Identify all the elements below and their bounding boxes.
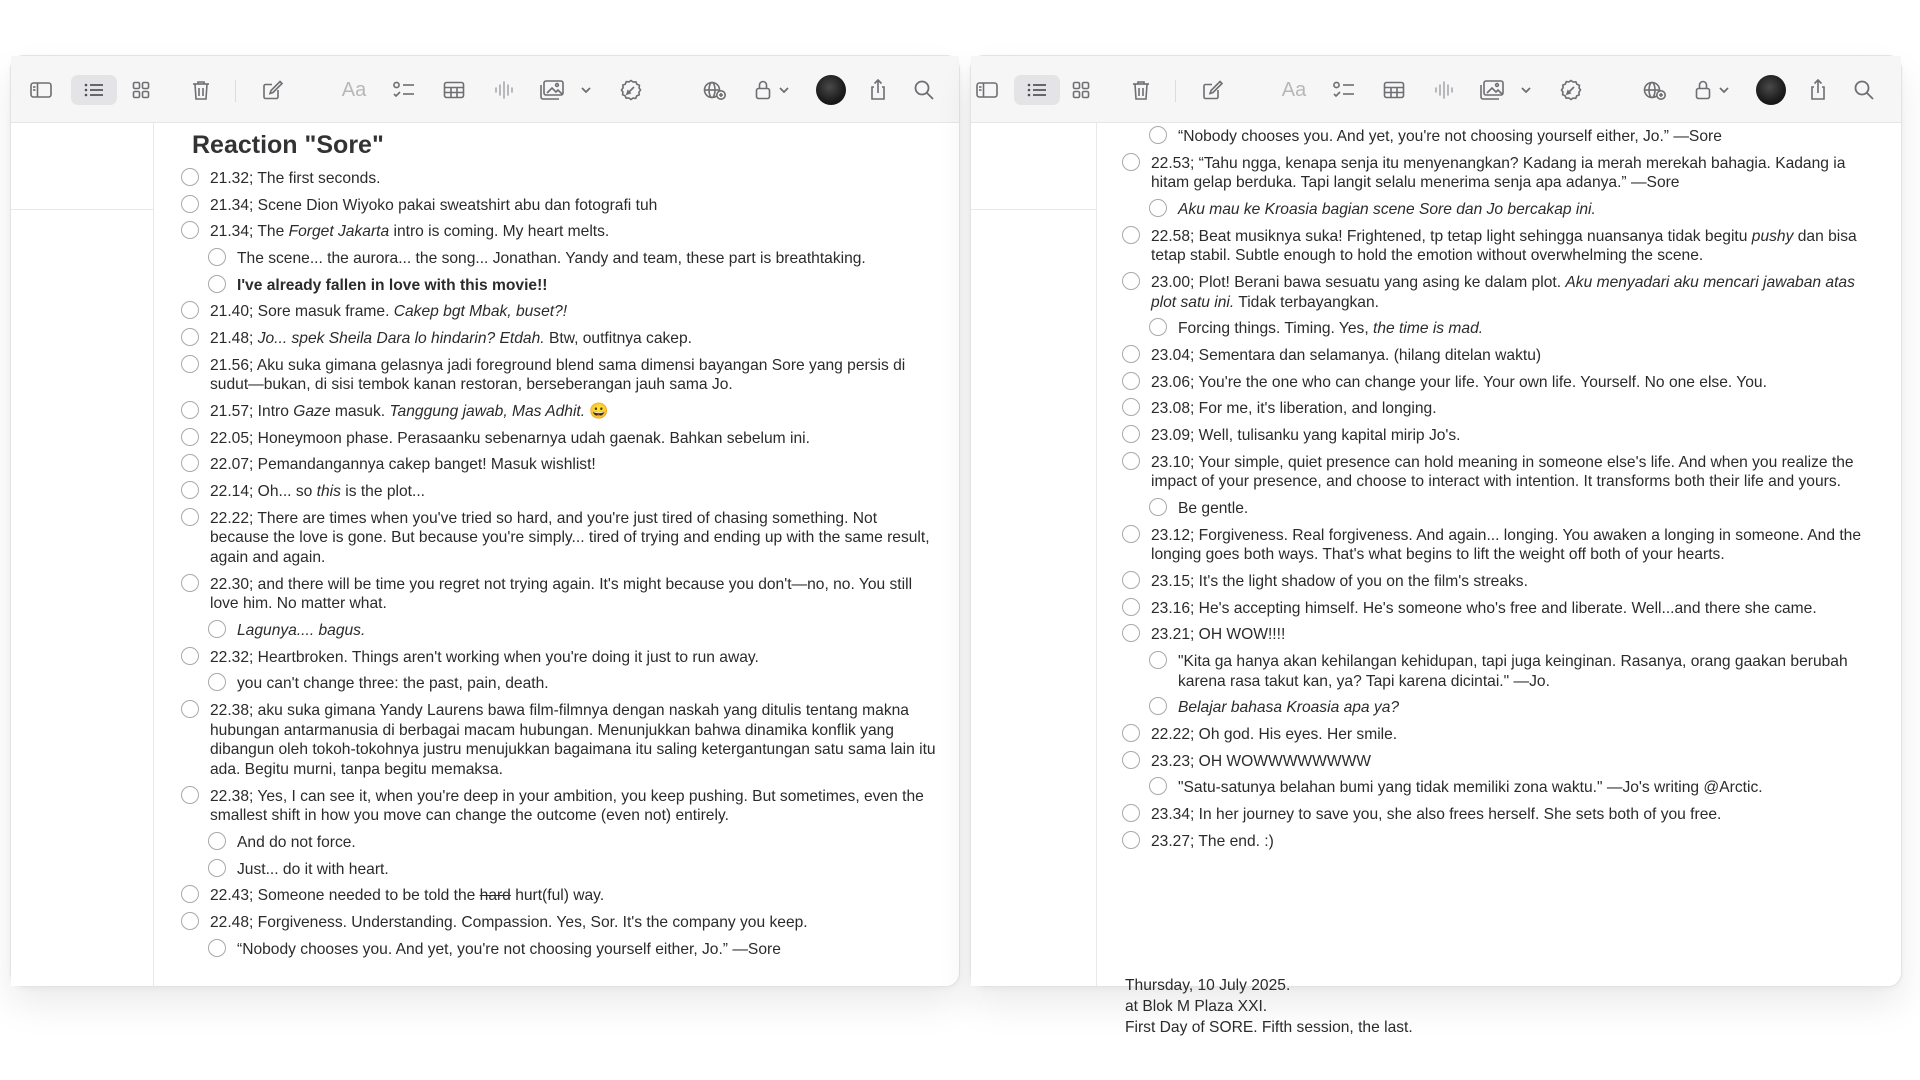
item-text: 22.32; Heartbroken. Things aren't working when you're doing it just to run away. [210,648,759,666]
item-text: "Satu-satunya belahan bumi yang tidak memiliki zona waktu." —Jo's writing @Arctic. [1178,779,1763,797]
checkbox[interactable] [208,673,226,691]
checklist-item [154,329,959,349]
checklist-subitem [1097,319,1901,339]
note-footer [1125,975,1413,1038]
item-text: 23.10; Your simple, quiet presence can hold meaning in someone else's life. And when you realize the impact of your presence, and choose to interact with intention. It transforms both their life and yours. [1151,453,1854,491]
checklist-subitem [154,249,959,269]
checklist-item [154,222,959,242]
item-text: And do not force. [237,833,356,851]
item-text: Aku mau ke Kroasia bagian scene Sore dan Jo bercakap ini. [1178,200,1596,218]
item-text: 23.04; Sementara dan selamanya. (hilang ditelan waktu) [1151,346,1542,364]
item-text: 22.53; “Tahu ngga, kenapa senja itu menyenangkan? Kadang ia merah merekah bahagia. Kadang ia hitam gelap berduka. Tapi langit selalu menerima senja apa adanya.” —Sore [1151,154,1846,192]
avatar[interactable] [1756,75,1786,105]
checkbox[interactable] [181,912,199,930]
checklist-item [1097,346,1901,366]
chevron-down-icon[interactable] [579,75,593,105]
delete-icon[interactable] [185,75,217,105]
checkbox[interactable] [1149,651,1167,669]
checklist-icon[interactable] [388,75,420,105]
format-text-icon[interactable]: Aa [1281,78,1307,101]
note-title: Reaction "Sore" [192,131,384,159]
markup-icon[interactable] [615,75,647,105]
lock-icon[interactable] [1687,75,1719,105]
checkbox[interactable] [1149,498,1167,516]
checklist-subitem [1097,698,1901,718]
checkbox[interactable] [1122,372,1140,390]
checklist-item [154,648,959,668]
checkbox[interactable] [1122,272,1140,290]
item-text: Cakep bgt Mbak, buset?! [393,303,568,321]
checklist-item [1097,725,1901,745]
checkbox[interactable] [208,939,226,957]
compose-icon[interactable] [257,75,289,105]
item-text: you can't change three: the past, pain, death. [237,675,549,693]
item-text: 23.23; OH WOWWWWWWWW [1151,752,1372,770]
toolbar-separator [1175,80,1176,102]
item-text: 23.21; OH WOW!!!! [1151,626,1286,644]
checklist-subitem [154,833,959,853]
item-text: 21.57; Intro [210,403,294,421]
item-text: 22.05; Honeymoon phase. Perasaanku sebenarnya udah gaenak. Bahkan sebelum ini. [210,429,810,447]
checklist-icon[interactable] [1328,75,1360,105]
toolbar [971,56,1901,123]
item-text: 22.14; Oh... so [210,483,317,501]
note-editor[interactable] [1097,123,1901,1036]
checkbox[interactable] [181,700,199,718]
checklist-item [154,429,959,449]
compose-icon[interactable] [1197,75,1229,105]
chevron-down-icon[interactable] [1519,75,1533,105]
item-text: 22.22; There are times when you've tried so hard, and you're just tired of chasing something. Not because the love is gone. But because you're simply... tired of trying and ending up with the same result, again and again. [210,509,930,567]
note-list-strip [11,123,154,986]
checklist-item [154,886,959,906]
collaborate-icon[interactable] [1639,75,1671,105]
checkbox[interactable] [181,301,199,319]
item-text: Jo... spek Sheila Dara lo hindarin? Etdah. [257,330,545,348]
notes-window-left [10,55,960,987]
item-text: hurt(ful) way. [510,887,605,905]
avatar[interactable] [816,75,846,105]
item-text: 23.12; Forgiveness. Real forgiveness. And again... longing. You awaken a longing in someone. And the longing goes both ways. That's what begins to lift the weight off both of your hearts. [1151,526,1862,564]
checklist-item [154,455,959,475]
checklist-subitem [1097,499,1901,519]
markup-icon[interactable] [1555,75,1587,105]
note-list-strip [971,123,1097,986]
checklist-item [1097,227,1901,266]
checklist-item [154,356,959,395]
item-text: 22.58; Beat musiknya suka! Frightened, tp tetap light sehingga nuansanya tidak begitu [1151,227,1752,245]
item-text: 23.06; You're the one who can change your life. Your own life. Yourself. No one else. You. [1151,373,1767,391]
checkbox[interactable] [181,355,199,373]
checklist-item [1097,373,1901,393]
item-text: is the plot... [340,483,425,501]
item-text: dan bisa tetap stabil. Subtle enough to hold the emotion without overwhelming the scene. [1151,227,1857,265]
table-icon[interactable] [438,75,470,105]
checkbox[interactable] [181,428,199,446]
item-text: 22.38; aku suka gimana Yandy Laurens bawa film-filmnya dengan naskah yang ditulis tentang makna hubungan antarmanusia di berbagai macam hubungan. Menunjukkan bahwa dinamika konflik yang dibangun oleh tokoh-tokohnya justru menujukkan bagaimana itu saling ketergantungan satu sama lain itu ada. Begitu murni, tanpa begitu memaksa. [210,702,936,778]
checkbox[interactable] [208,832,226,850]
checklist-item [154,302,959,322]
checkbox[interactable] [181,508,199,526]
item-text: Gaze [293,403,331,421]
item-text: Lagunya.... bagus. [237,622,366,639]
checklist-item [1097,154,1901,193]
checklist-item [1097,426,1901,446]
checklist-item [154,787,959,826]
checklist-subitem [1097,200,1901,220]
media-icon[interactable] [536,75,568,105]
media-icon[interactable] [1476,75,1508,105]
checkbox[interactable] [208,248,226,266]
checkbox[interactable] [1122,598,1140,616]
collaborate-icon[interactable] [699,75,731,105]
checkbox[interactable] [1149,777,1167,795]
checklist-item [1097,625,1901,645]
checkbox[interactable] [1149,697,1167,715]
item-text: 21.56; Aku suka gimana gelasnya jadi foreground blend sama dimensi bayangan Sore yang persis di sudut—bukan, di sisi tembok kanan restoran, berseberangan jauh sama Jo. [210,356,906,394]
checkbox[interactable] [181,481,199,499]
item-text: 23.34; In her journey to save you, she also frees herself. She sets both of you free. [1151,806,1722,823]
checkbox[interactable] [1122,452,1140,470]
checkbox[interactable] [1122,398,1140,416]
checkbox[interactable] [1122,525,1140,543]
item-text: 23.15; It's the light shadow of you on the film's streaks. [1151,572,1528,590]
item-text: the time is mad. [1373,320,1484,338]
item-text: 23.08; For me, it's liberation, and longing. [1151,400,1437,418]
item-text: Tanggung jawab, Mas Adhit. [389,403,586,421]
checkbox[interactable] [1122,831,1140,849]
item-text: pushy [1751,227,1794,245]
audio-icon[interactable] [488,75,520,105]
sidebar-toggle-icon[interactable] [25,75,57,105]
checklist-item [1097,832,1901,852]
checklist-item [1097,399,1901,419]
item-text: 21.48; [210,330,258,348]
checkbox[interactable] [181,647,199,665]
checkbox[interactable] [181,885,199,903]
item-text: Btw, outfitnya cakep. [544,330,692,348]
checklist-item [1097,453,1901,492]
search-icon[interactable] [908,75,940,105]
sidebar-toggle-icon[interactable] [971,75,1003,105]
checkbox[interactable] [181,401,199,419]
checklist-subitem [154,940,959,960]
checklist-item [154,196,959,216]
gallery-view-icon[interactable] [1065,75,1097,105]
item-text: 23.16; He's accepting himself. He's someone who's free and liberate. Well...and there she came. [1151,599,1817,617]
checklist-item [154,575,959,614]
item-text: hard [479,887,511,905]
item-text: I've already fallen in love with this movie!! [237,276,548,294]
item-text: Just... do it with heart. [237,860,389,878]
checkbox[interactable] [181,454,199,472]
item-text: 22.38; Yes, I can see it, when you're deep in your ambition, you keep pushing. But sometimes, even the smallest shift in how you move can change the outcome (even not) entirely. [210,787,924,825]
checkbox[interactable] [1149,126,1167,144]
checklist-subitem [154,860,959,880]
checkbox[interactable] [1122,724,1140,742]
share-icon[interactable] [862,75,894,105]
toolbar-separator [235,80,236,102]
list-view-icon[interactable] [1014,75,1060,105]
checklist-subitem [1097,652,1901,691]
checkbox[interactable] [181,168,199,186]
item-text: 22.22; Oh god. His eyes. Her smile. [1151,725,1398,743]
item-text: 23.27; The end. :) [1151,832,1274,850]
item-text: 21.40; Sore masuk frame. [210,303,394,321]
checkbox[interactable] [181,786,199,804]
item-text: 22.43; Someone needed to be told the [210,887,480,905]
search-icon[interactable] [1848,75,1880,105]
item-text: Forget Jakarta [288,223,390,241]
checkbox[interactable] [181,195,199,213]
chevron-down-icon[interactable] [777,75,791,105]
checkbox[interactable] [1122,226,1140,244]
item-text: Aku menyadari aku mencari jawaban atas plot satu ini. [1151,273,1855,311]
checkbox[interactable] [1122,425,1140,443]
gallery-view-icon[interactable] [125,75,157,105]
format-text-icon[interactable]: Aa [341,78,367,101]
lock-icon[interactable] [747,75,779,105]
checkbox[interactable] [208,275,226,293]
checklist [1097,127,1901,858]
share-icon[interactable] [1802,75,1834,105]
item-text: “Nobody chooses you. And yet, you're not choosing yourself either, Jo.” —Sore [237,940,781,958]
checkbox[interactable] [1122,345,1140,363]
checklist-subitem [154,674,959,694]
item-text: Belajar bahasa Kroasia apa ya? [1178,699,1400,717]
item-text: 21.32; The first seconds. [210,170,381,187]
checklist-item [1097,805,1901,825]
item-text: this [316,483,341,501]
checkbox[interactable] [1122,153,1140,171]
checklist-subitem [154,621,959,641]
item-text: masuk. [330,403,390,421]
checklist-item [1097,599,1901,619]
checklist-item [1097,526,1901,565]
checkbox[interactable] [208,620,226,638]
checklist-item [1097,273,1901,312]
checkbox[interactable] [1122,751,1140,769]
checkbox[interactable] [1122,804,1140,822]
item-text: 21.34; Scene Dion Wiyoko pakai sweatshirt abu dan fotografi tuh [210,196,658,214]
checklist-subitem [1097,778,1901,798]
table-icon[interactable] [1378,75,1410,105]
item-text: 23.00; Plot! Berani bawa sesuatu yang asing ke dalam plot. [1151,273,1566,291]
toolbar [11,56,959,123]
checkbox[interactable] [1149,318,1167,336]
chevron-down-icon[interactable] [1717,75,1731,105]
checkbox[interactable] [1122,571,1140,589]
checklist-item [154,701,959,779]
checklist-item [154,913,959,933]
item-text: The scene... the aurora... the song... Jonathan. Yandy and team, these part is breathtaking. [237,250,866,268]
checklist-subitem [154,276,959,296]
checkbox[interactable] [181,328,199,346]
note-editor[interactable] [154,123,959,986]
checklist-subitem [1097,127,1901,147]
item-text: 22.48; Forgiveness. Understanding. Compassion. Yes, Sor. It's the company you keep. [210,913,808,931]
audio-icon[interactable] [1428,75,1460,105]
checklist-item [154,482,959,502]
item-text: 22.07; Pemandangannya cakep banget! Masuk wishlist! [210,456,596,474]
checklist-item [154,402,959,422]
footer-date: Thursday, 10 July 2025. [1125,977,1291,994]
item-text: Forcing things. Timing. Yes, [1178,320,1374,338]
item-text: 😀 [585,403,609,421]
list-view-icon[interactable] [71,75,117,105]
checklist-item [154,509,959,568]
checklist-item [154,169,959,189]
delete-icon[interactable] [1125,75,1157,105]
checklist [154,169,959,966]
checklist-item [1097,572,1901,592]
checkbox[interactable] [1149,199,1167,217]
item-text: "Kita ga hanya akan kehilangan kehidupan, tapi juga keinginan. Rasanya, orang gaakan berubah karena rasa takut kan, ya? Tapi karena dicintai." —Jo. [1178,652,1848,690]
item-text: 23.09; Well, tulisanku yang kapital mirip Jo's. [1151,426,1461,444]
footer-venue: at Blok M Plaza XXI. [1125,998,1268,1015]
item-text: intro is coming. My heart melts. [389,223,610,241]
checkbox[interactable] [208,859,226,877]
checkbox[interactable] [181,574,199,592]
item-text: 21.34; The [210,223,289,241]
item-text: 22.30; and there will be time you regret not trying again. It's might because you don't—no, no. You still love him. No matter what. [210,575,913,613]
item-text: Tidak terbayangkan. [1234,293,1379,311]
item-text: “Nobody chooses you. And yet, you're not choosing yourself either, Jo.” —Sore [1178,128,1722,145]
checkbox[interactable] [181,221,199,239]
footer-session: First Day of SORE. Fifth session, the last. [1125,1019,1413,1036]
item-text: Be gentle. [1178,499,1249,517]
checkbox[interactable] [1122,624,1140,642]
checklist-item [1097,752,1901,772]
notes-window-right [970,55,1902,1036]
